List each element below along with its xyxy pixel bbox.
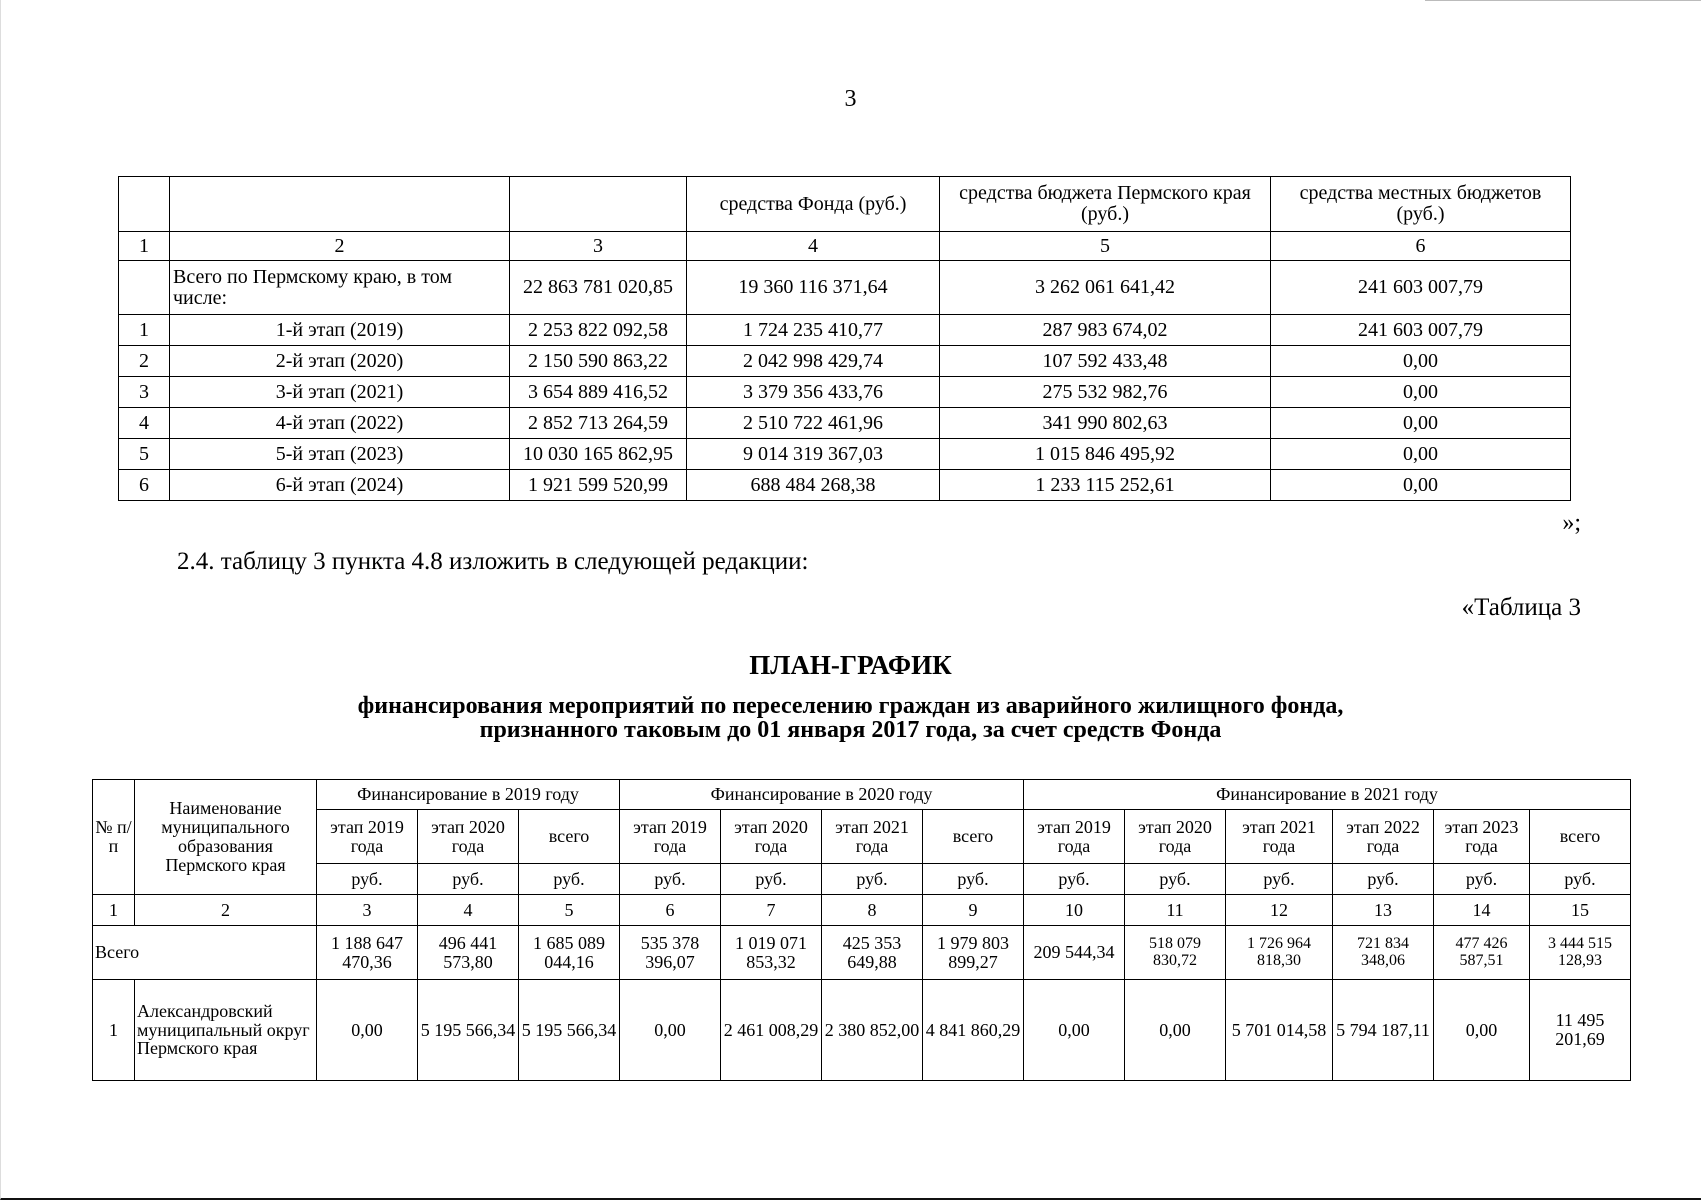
- unit-cell: руб.: [418, 864, 519, 895]
- table-cell: 1 979 803 899,27: [923, 926, 1024, 980]
- table-row: [119, 315, 1571, 346]
- table-row: [119, 439, 1571, 470]
- table-cell: 1 019 071 853,32: [721, 926, 822, 980]
- total-row: [119, 261, 1571, 315]
- header-cell: средства Фонда (руб.): [687, 177, 940, 232]
- unit-cell: руб.: [822, 864, 923, 895]
- table-cell: 425 353 649,88: [822, 926, 923, 980]
- table-cell: 1: [93, 980, 135, 1081]
- table-cell: 2 042 998 429,74: [687, 346, 940, 377]
- table-cell: 4: [119, 408, 170, 439]
- table-cell: 287 983 674,02: [940, 315, 1271, 346]
- table-cell: 22 863 781 020,85: [510, 261, 687, 315]
- subheader-cell: этап 2019 года: [620, 810, 721, 864]
- column-number: 4: [418, 895, 519, 926]
- financing-schedule-table: [92, 779, 1631, 1081]
- table-cell: 9 014 319 367,03: [687, 439, 940, 470]
- unit-cell: руб.: [1333, 864, 1434, 895]
- group-header: Финансирование в 2021 году: [1024, 780, 1631, 810]
- table-cell: [119, 261, 170, 315]
- column-number: 15: [1530, 895, 1631, 926]
- number-header: № п/п: [93, 780, 135, 895]
- column-number: 4: [687, 232, 940, 261]
- table-cell: 1 921 599 520,99: [510, 470, 687, 501]
- table-cell: 2 380 852,00: [822, 980, 923, 1081]
- table-cell: 241 603 007,79: [1271, 261, 1571, 315]
- subheader-row: [93, 810, 1631, 864]
- table-cell: 5-й этап (2023): [170, 439, 510, 470]
- table-cell: 2 852 713 264,59: [510, 408, 687, 439]
- table-cell: 3 262 061 641,42: [940, 261, 1271, 315]
- table-row: [93, 980, 1631, 1081]
- table-cell: 1 188 647 470,36: [317, 926, 418, 980]
- column-number: 14: [1434, 895, 1530, 926]
- column-number: 2: [170, 232, 510, 261]
- column-number: 8: [822, 895, 923, 926]
- subheader-cell: всего: [519, 810, 620, 864]
- header-cell: средства бюджета Пермского края (руб.): [940, 177, 1271, 232]
- table-cell: 5: [119, 439, 170, 470]
- table-cell: 5 701 014,58: [1226, 980, 1333, 1081]
- table-cell: 2-й этап (2020): [170, 346, 510, 377]
- table-cell: 2 150 590 863,22: [510, 346, 687, 377]
- column-number: 10: [1024, 895, 1125, 926]
- document-title: ПЛАН-ГРАФИК: [749, 650, 952, 680]
- table-cell: 1: [119, 315, 170, 346]
- table-cell: 3 379 356 433,76: [687, 377, 940, 408]
- closing-quote: »;: [1562, 510, 1581, 536]
- table-cell: 0,00: [1024, 980, 1125, 1081]
- funding-sources-table: [118, 176, 1571, 501]
- table-cell: 3-й этап (2021): [170, 377, 510, 408]
- table-cell: 10 030 165 862,95: [510, 439, 687, 470]
- table-cell: 1 724 235 410,77: [687, 315, 940, 346]
- table-cell: 0,00: [317, 980, 418, 1081]
- table-cell: 0,00: [1271, 470, 1571, 501]
- table-cell: 5 794 187,11: [1333, 980, 1434, 1081]
- table-cell: 11 495 201,69: [1530, 980, 1631, 1081]
- subheader-cell: этап 2019 года: [317, 810, 418, 864]
- table-cell: 688 484 268,38: [687, 470, 940, 501]
- document-subtitle: [0, 694, 1701, 742]
- table-cell: Всего по Пермскому краю, в том числе:: [170, 261, 510, 315]
- table-cell: 0,00: [1434, 980, 1530, 1081]
- unit-row: [93, 864, 1631, 895]
- table-cell: 209 544,34: [1024, 926, 1125, 980]
- group-header: Финансирование в 2019 году: [317, 780, 620, 810]
- unit-cell: руб.: [923, 864, 1024, 895]
- table-cell: 5 195 566,34: [418, 980, 519, 1081]
- amendment-paragraph: 2.4. таблицу 3 пункта 4.8 изложить в следующей редакции:: [177, 548, 809, 575]
- column-number: 11: [1125, 895, 1226, 926]
- column-number: 6: [1271, 232, 1571, 261]
- column-number-row: [93, 895, 1631, 926]
- table-cell: 1 726 964 818,30: [1226, 926, 1333, 980]
- name-header: Наименование муниципального образования Пермского края: [135, 780, 317, 895]
- header-cell: [510, 177, 687, 232]
- table-cell: 0,00: [1271, 377, 1571, 408]
- column-number: 7: [721, 895, 822, 926]
- table-cell: 0,00: [1125, 980, 1226, 1081]
- table-cell: 721 834 348,06: [1333, 926, 1434, 980]
- table-cell: 2: [119, 346, 170, 377]
- unit-cell: руб.: [721, 864, 822, 895]
- table-cell: 1 685 089 044,16: [519, 926, 620, 980]
- table-cell: 241 603 007,79: [1271, 315, 1571, 346]
- unit-cell: руб.: [1530, 864, 1631, 895]
- table-cell: 1-й этап (2019): [170, 315, 510, 346]
- column-number: 3: [510, 232, 687, 261]
- municipality-name: Александровский муниципальный округ Пермского края: [135, 980, 317, 1081]
- table-cell: 1 233 115 252,61: [940, 470, 1271, 501]
- column-number: 5: [940, 232, 1271, 261]
- header-cell: [170, 177, 510, 232]
- table-cell: 275 532 982,76: [940, 377, 1271, 408]
- table-cell: 6-й этап (2024): [170, 470, 510, 501]
- subheader-cell: этап 2021 года: [822, 810, 923, 864]
- group-header: Финансирование в 2020 году: [620, 780, 1024, 810]
- group-header-row: [93, 780, 1631, 810]
- subheader-cell: этап 2020 года: [721, 810, 822, 864]
- table-row: [119, 470, 1571, 501]
- subheader-cell: этап 2020 года: [1125, 810, 1226, 864]
- subheader-cell: этап 2023 года: [1434, 810, 1530, 864]
- table-cell: 496 441 573,80: [418, 926, 519, 980]
- table-cell: 4-й этап (2022): [170, 408, 510, 439]
- unit-cell: руб.: [317, 864, 418, 895]
- table-cell: 5 195 566,34: [519, 980, 620, 1081]
- table-cell: 341 990 802,63: [940, 408, 1271, 439]
- table-cell: 0,00: [1271, 439, 1571, 470]
- table-row: [119, 408, 1571, 439]
- table-cell: 3 654 889 416,52: [510, 377, 687, 408]
- table-cell: 0,00: [1271, 346, 1571, 377]
- column-number: 1: [119, 232, 170, 261]
- subheader-cell: всего: [1530, 810, 1631, 864]
- unit-cell: руб.: [1024, 864, 1125, 895]
- table-cell: 2 253 822 092,58: [510, 315, 687, 346]
- column-number: 6: [620, 895, 721, 926]
- unit-cell: руб.: [519, 864, 620, 895]
- table-header-row: [119, 177, 1571, 232]
- table-cell: 477 426 587,51: [1434, 926, 1530, 980]
- table-label: «Таблица 3: [1461, 594, 1581, 621]
- table-cell: 0,00: [1271, 408, 1571, 439]
- subheader-cell: этап 2020 года: [418, 810, 519, 864]
- table-cell: 4 841 860,29: [923, 980, 1024, 1081]
- header-cell: [119, 177, 170, 232]
- table-row: [119, 377, 1571, 408]
- table-cell: 535 378 396,07: [620, 926, 721, 980]
- table-row: [119, 346, 1571, 377]
- table-cell: 2 510 722 461,96: [687, 408, 940, 439]
- table-cell: 6: [119, 470, 170, 501]
- unit-cell: руб.: [1434, 864, 1530, 895]
- column-number: 1: [93, 895, 135, 926]
- unit-cell: руб.: [1226, 864, 1333, 895]
- column-number-row: [119, 232, 1571, 261]
- column-number: 5: [519, 895, 620, 926]
- table-cell: 3: [119, 377, 170, 408]
- subheader-cell: этап 2021 года: [1226, 810, 1333, 864]
- table-cell: 518 079 830,72: [1125, 926, 1226, 980]
- total-label: Всего: [93, 926, 317, 980]
- column-number: 13: [1333, 895, 1434, 926]
- subtitle-line: финансирования мероприятий по переселению граждан из аварийного жилищного фонда,: [357, 693, 1344, 719]
- table-cell: 3 444 515 128,93: [1530, 926, 1631, 980]
- scan-artifact-line: [1425, 0, 1701, 1]
- subheader-cell: всего: [923, 810, 1024, 864]
- header-cell: средства местных бюджетов (руб.): [1271, 177, 1571, 232]
- subheader-cell: этап 2022 года: [1333, 810, 1434, 864]
- column-number: 3: [317, 895, 418, 926]
- column-number: 9: [923, 895, 1024, 926]
- table-cell: 2 461 008,29: [721, 980, 822, 1081]
- total-row: [93, 926, 1631, 980]
- unit-cell: руб.: [1125, 864, 1226, 895]
- table-cell: 19 360 116 371,64: [687, 261, 940, 315]
- table-cell: 1 015 846 495,92: [940, 439, 1271, 470]
- column-number: 2: [135, 895, 317, 926]
- table-cell: 107 592 433,48: [940, 346, 1271, 377]
- subheader-cell: этап 2019 года: [1024, 810, 1125, 864]
- page-number: 3: [844, 86, 857, 112]
- column-number: 12: [1226, 895, 1333, 926]
- subtitle-line: признанного таковым до 01 января 2017 года, за счет средств Фонда: [479, 717, 1222, 743]
- unit-cell: руб.: [620, 864, 721, 895]
- table-cell: 0,00: [620, 980, 721, 1081]
